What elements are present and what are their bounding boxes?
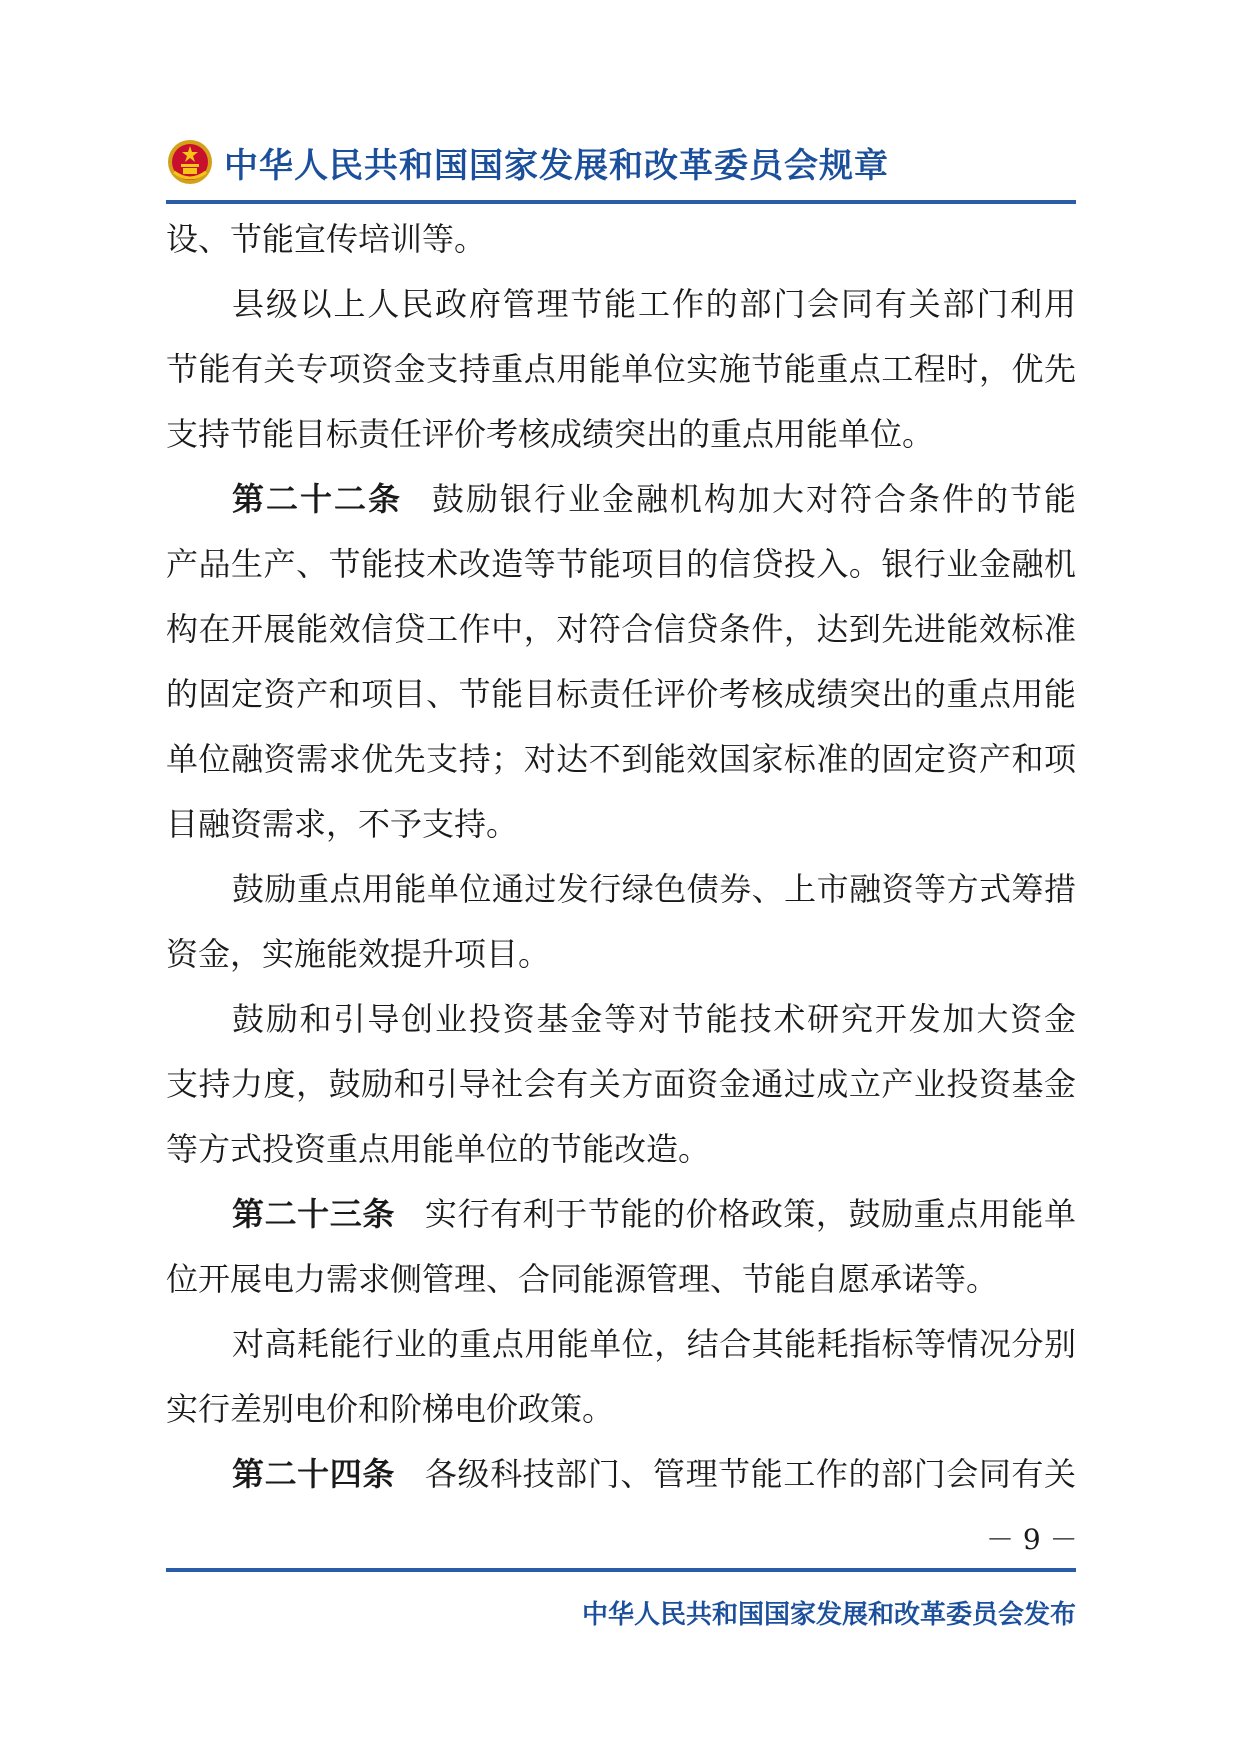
text-line: 构在开展能效信贷工作中，对符合信贷条件，达到先进能效标准 — [166, 610, 1076, 648]
text-line: 设、节能宣传培训等。 — [166, 220, 487, 258]
footer-divider — [166, 1568, 1076, 1572]
text-line: 鼓励重点用能单位通过发行绿色债券、上市融资等方式筹措 — [232, 870, 1076, 908]
text-line: 实行差别电价和阶梯电价政策。 — [166, 1390, 615, 1428]
footer-title: 中华人民共和国国家发展和改革委员会发布 — [581, 1600, 1076, 1630]
text-line: 资金，实施能效提升项目。 — [166, 935, 551, 973]
text-line: 目融资需求，不予支持。 — [166, 805, 519, 843]
text-line: 各级科技部门、管理节能工作的部门会同有关 — [424, 1455, 1076, 1493]
text-line: 产品生产、节能技术改造等节能项目的信贷投入。银行业金融机 — [166, 545, 1076, 583]
article-line — [166, 1182, 1076, 1247]
article-number: 第二十四条 — [232, 1455, 395, 1493]
text-line: 鼓励银行业金融机构加大对符合条件的节能 — [432, 480, 1076, 518]
article-number: 第二十二条 — [232, 480, 402, 518]
document-body — [166, 207, 1076, 1507]
text-line: 位开展电力需求侧管理、合同能源管理、节能自愿承诺等。 — [166, 1260, 999, 1298]
text-line: 县级以上人民政府管理节能工作的部门会同有关部门利用 — [232, 285, 1076, 323]
article-line — [166, 1442, 1076, 1507]
text-line: 支持节能目标责任评价考核成绩突出的重点用能单位。 — [166, 415, 935, 453]
text-line: 支持力度，鼓励和引导社会有关方面资金通过成立产业投资基金 — [166, 1065, 1076, 1103]
page-number: － 9 － — [986, 1523, 1078, 1556]
article-line — [166, 467, 1076, 532]
article-number: 第二十三条 — [232, 1195, 395, 1233]
text-line: 鼓励和引导创业投资基金等对节能技术研究开发加大资金 — [232, 1000, 1076, 1038]
text-line: 实行有利于节能的价格政策，鼓励重点用能单 — [424, 1195, 1076, 1233]
national-emblem-icon — [166, 138, 214, 186]
header-title: 中华人民共和国国家发展和改革委员会规章 — [224, 145, 889, 186]
text-line: 对高耗能行业的重点用能单位，结合其能耗指标等情况分别 — [232, 1325, 1076, 1363]
text-line: 等方式投资重点用能单位的节能改造。 — [166, 1130, 711, 1168]
header-divider — [166, 200, 1076, 204]
text-line: 的固定资产和项目、节能目标责任评价考核成绩突出的重点用能 — [166, 675, 1076, 713]
text-line: 单位融资需求优先支持；对达不到能效国家标准的固定资产和项 — [166, 740, 1076, 778]
page-header — [166, 134, 889, 190]
text-line: 节能有关专项资金支持重点用能单位实施节能重点工程时，优先 — [166, 350, 1076, 388]
